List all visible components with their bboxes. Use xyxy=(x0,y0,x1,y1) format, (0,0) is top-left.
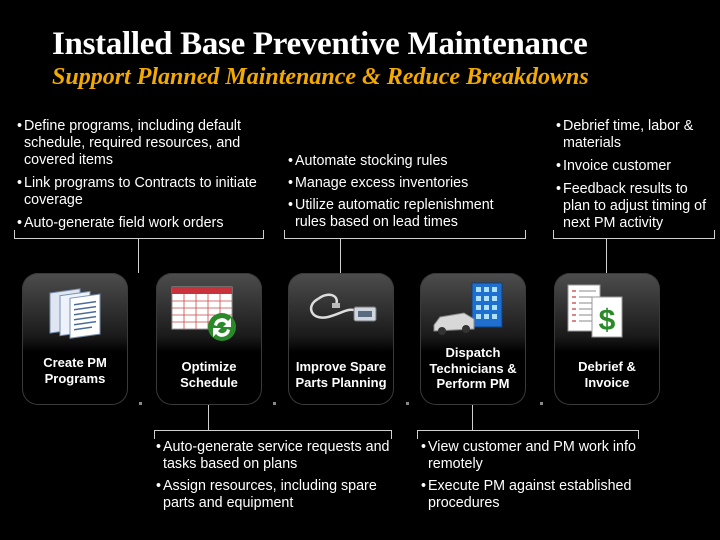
bullet-item: • Invoice customer xyxy=(556,158,716,175)
cable-part-icon xyxy=(288,277,394,341)
svg-text:$: $ xyxy=(598,304,616,337)
separator-dot xyxy=(273,402,276,405)
bullet-item: • Utilize automatic replenishment rules based on lead times xyxy=(288,197,528,231)
top-right-bullets xyxy=(556,118,716,238)
bullet-item: • Assign resources, including spare parts and equipment xyxy=(156,478,396,512)
connector-bracket xyxy=(553,230,715,239)
step-label: Debrief & Invoice xyxy=(578,359,636,390)
slide-subtitle: Support Planned Maintenance & Reduce Breakdowns xyxy=(52,64,589,90)
bottom-right-bullets xyxy=(421,439,651,518)
connector-bracket xyxy=(284,230,526,239)
documents-icon xyxy=(22,277,128,341)
step-debrief-invoice xyxy=(554,273,660,405)
bullet-item: • Auto-generate field work orders xyxy=(17,215,267,232)
top-middle-bullets xyxy=(288,153,528,237)
connector-line xyxy=(208,405,209,430)
top-left-bullets xyxy=(17,118,267,238)
bullet-item: • Define programs, including default schedule, required resources, and covered items xyxy=(17,118,267,169)
bottom-middle-bullets xyxy=(156,439,396,518)
bullet-item: • Feedback results to plan to adjust timing of next PM activity xyxy=(556,181,716,232)
connector-line xyxy=(472,405,473,430)
step-label: Improve Spare Parts Planning xyxy=(295,359,387,390)
step-create-pm-programs xyxy=(22,273,128,405)
step-optimize-schedule xyxy=(156,273,262,405)
bullet-item: • Link programs to Contracts to initiate coverage xyxy=(17,175,267,209)
step-dispatch-technicians xyxy=(420,273,526,405)
bullet-item: • Execute PM against established procedures xyxy=(421,478,651,512)
building-truck-icon xyxy=(420,277,526,341)
bullet-item: • Auto-generate service requests and tasks based on plans xyxy=(156,439,396,473)
step-label: Optimize Schedule xyxy=(180,359,238,390)
step-improve-spare-parts-planning xyxy=(288,273,394,405)
connector-line xyxy=(606,239,607,273)
step-label: Dispatch Technicians & Perform PM xyxy=(429,345,517,391)
separator-dot xyxy=(406,402,409,405)
bullet-item: • Manage excess inventories xyxy=(288,175,528,192)
separator-dot xyxy=(139,402,142,405)
connector-bracket xyxy=(417,430,639,439)
connector-line xyxy=(340,239,341,273)
bullet-item: • Debrief time, labor & materials xyxy=(556,118,716,152)
calendar-recycle-icon xyxy=(156,277,262,341)
bullet-item: • Automate stocking rules xyxy=(288,153,528,170)
connector-bracket xyxy=(154,430,392,439)
connector-bracket xyxy=(14,230,264,239)
slide-title: Installed Base Preventive Maintenance xyxy=(52,26,588,62)
invoice-dollar-icon xyxy=(554,277,660,341)
bullet-item: • View customer and PM work info remotely xyxy=(421,439,651,473)
connector-line xyxy=(138,239,139,273)
separator-dot xyxy=(540,402,543,405)
step-label: Create PM Programs xyxy=(43,355,107,386)
